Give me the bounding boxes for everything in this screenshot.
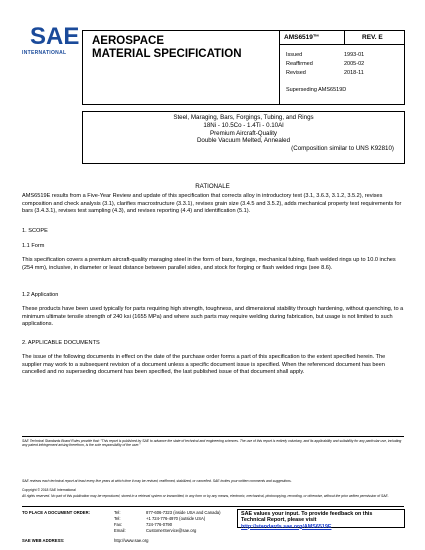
web-address-link[interactable]: http://www.sae.org	[114, 538, 149, 543]
feedback-box	[237, 509, 405, 528]
sae-logo-icon	[30, 22, 80, 50]
footer-review: SAE reviews each technical report at least every five years at which time it may be revised, reaffirmed, stabilized, or cancelled. SAE invites your written comments and suggestions.	[22, 479, 292, 483]
section-2-text: The issue of the following documents in effect on the date of the purchase order forms a part of this specification to the extent specified herein. The supplier may work to a subsequent revision of a document unless a specific document issue is specified. When the referenced document has been cancelled and no superseding document has been specified, the last published issue of that document shall apply.	[22, 354, 386, 376]
title-line-2: MATERIAL SPECIFICATION	[92, 48, 242, 60]
date-row: Revised 2018-11	[286, 70, 364, 76]
material-title-line: Steel, Maraging, Bars, Forgings, Tubing, and Rings	[173, 114, 314, 121]
feedback-link[interactable]: http://standards.sae.org/AMS6519E	[241, 523, 332, 530]
order-key: Email:	[114, 528, 126, 533]
order-email-link[interactable]: CustomerService@sae.org	[146, 528, 197, 533]
order-value: 724-776-0790	[146, 522, 173, 527]
date-row: Reaffirmed 2005-02	[286, 61, 365, 67]
footer-divider	[22, 436, 404, 437]
footer-divider-2	[22, 506, 404, 507]
web-address-label: SAE WEB ADDRESS:	[22, 538, 65, 543]
material-title-line: Double Vacuum Melted, Annealed	[196, 137, 291, 145]
sae-logo-text: SAE	[30, 23, 80, 50]
section-1-heading: 1. SCOPE	[22, 228, 48, 234]
order-value: 877-606-7323 (inside USA and Canada)	[146, 510, 221, 515]
material-title-line: Premium Aircraft-Quality	[209, 129, 278, 137]
rationale-text: AMS6519E results from a Five-Year Review and update of this specification that corrects alloy in introductory text (3.1, 3.6.3, 3.1.2, 3.5.2), revises composition and check analysis (3.1), clarifies macrostructure (3.3.1), revises grain size (3.4.5 and 3.5.2), adds mechanical property test requirements for bars (3.4.3.1), revises test sampling (4.3), and revises reporting (4.4) and identification (5.1).	[22, 193, 402, 215]
footer-copyright: Copyright © 2018 SAE International	[22, 488, 76, 492]
material-title-line: (Composition similar to UNS K92810)	[291, 145, 394, 153]
title-line-1: AEROSPACE	[92, 35, 164, 47]
footer-rules: SAE Technical Standards Board Rules provide that: "This report is published by SAE to advance the state of technical and engineering sciences. The use of this report is entirely voluntary, and its applicability and suitability for any particular use, including any patent infringement arising therefrom, is the sole responsibility of the user."	[22, 439, 402, 448]
document-title	[92, 35, 242, 61]
date-row: Issued 1993-01	[286, 52, 365, 58]
footer-rights: All rights reserved. No part of this publication may be reproduced, stored in a retrieval system or transmitted, in any form or by any means, electronic, mechanical, photocopying, recording, or otherwise, without the prior written permission of SAE.	[22, 494, 389, 498]
section-1-1-heading: 1.1 Form	[22, 243, 45, 249]
order-key: Tel:	[114, 516, 121, 521]
section-1-1-text: This specification covers a premium aircraft-quality maraging steel in the form of bars, forgings, mechanical tubing, flash welded rings up to 10.0 inches (254 mm), inclusive, in diameter or least distance between parallel sides, and stock for forging or flash welded rings (see 8.6).	[22, 257, 396, 271]
superseding-note: Superseding AMS6519D	[286, 87, 347, 93]
spec-number: AMS6519™	[284, 34, 320, 41]
order-key: Tel:	[114, 510, 121, 515]
sae-logo-subtitle: INTERNATIONAL	[22, 50, 67, 56]
section-1-2-text: These products have been used typically for parts requiring high strength, toughness, and dimensional stability through hardening, without quenching, to a minimum ultimate tensile strength of 240 ksi (1655 MPa) and where such parts may require welding during fabrication, but usage is not limited to such applications.	[22, 306, 404, 328]
feedback-line: SAE values your input. To provide feedback on this	[241, 511, 373, 517]
material-title-line: 18Ni - 10.5Co - 1.4Ti - 0.10Al	[203, 121, 284, 129]
feedback-line: Technical Report, please visit http://standards.sae.org/AMS6519E	[241, 517, 332, 530]
material-title-block	[82, 111, 405, 164]
section-1-2-heading: 1.2 Application	[22, 292, 59, 298]
order-value: +1 724-776-4970 (outside USA)	[146, 516, 206, 521]
date-list	[286, 51, 364, 78]
revision-label: REV. E	[362, 34, 383, 41]
section-2-heading: 2. APPLICABLE DOCUMENTS	[22, 340, 100, 346]
header-divider	[279, 30, 280, 105]
order-label: TO PLACE A DOCUMENT ORDER:	[22, 510, 91, 515]
rationale-heading: RATIONALE	[195, 183, 230, 190]
header-divider-horizontal	[279, 44, 405, 45]
order-key: Fax:	[114, 522, 123, 527]
header-divider-rev	[344, 30, 345, 44]
